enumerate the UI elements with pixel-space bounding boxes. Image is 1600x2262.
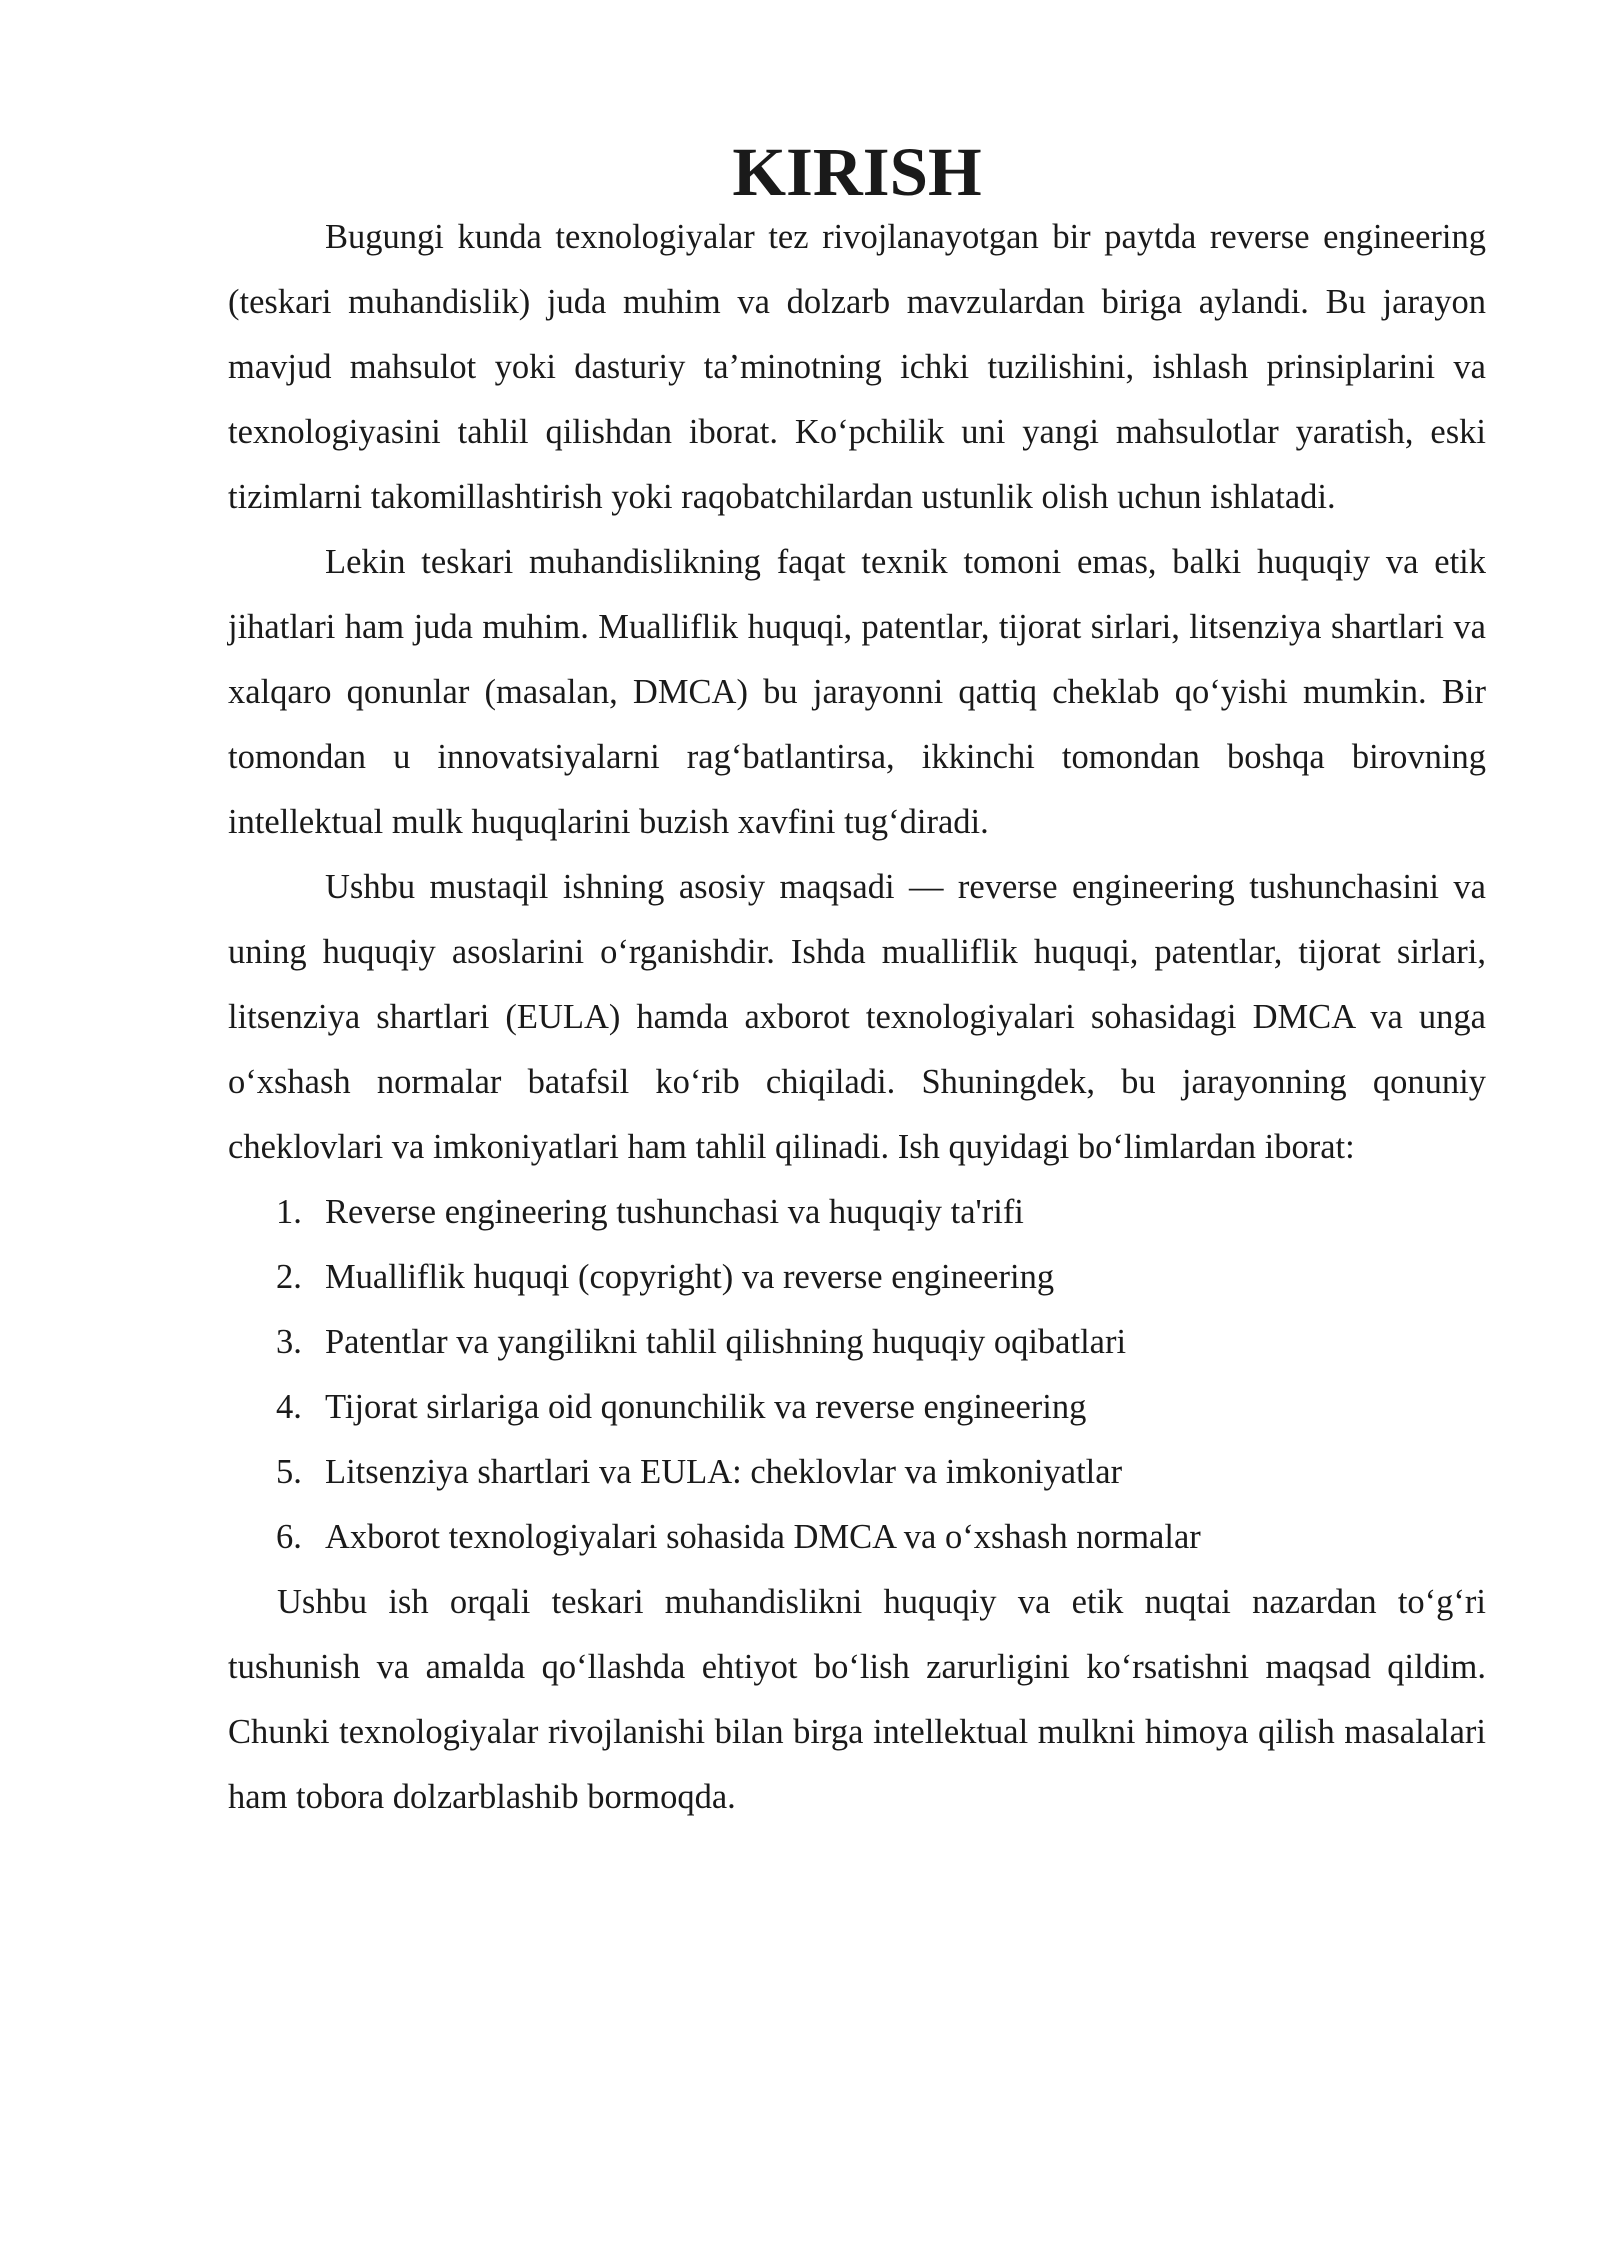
list-item-text: Axborot texnologiyalari sohasida DMCA va o‘xshash normalar	[325, 1518, 1201, 1556]
list-item-number: 6.	[276, 1518, 302, 1556]
list-item-text: Patentlar va yangilikni tahlil qilishning huquqiy oqibatlari	[325, 1323, 1127, 1361]
list-item-number: 3.	[276, 1323, 302, 1361]
list-item	[228, 1245, 1486, 1310]
list-item-text: Mualliflik huquqi (copyright) va reverse engineering	[325, 1258, 1055, 1296]
list-item	[228, 1505, 1486, 1570]
list-item-number: 4.	[276, 1388, 302, 1426]
list-item-number: 1.	[276, 1193, 302, 1231]
list-item-number: 2.	[276, 1258, 302, 1296]
closing-paragraph: Ushbu ish orqali teskari muhandislikni huquqiy va etik nuqtai nazardan to‘g‘ri tushunish va amalda qo‘llashda ehtiyot bo‘lish zarurligini ko‘rsatishni maqsad qildim. Chunki texnologiyalar rivojlanishi bilan birga intellektual mulkni himoya qilish masalalari ham tobora dolzarblashib bormoqda.	[228, 1583, 1486, 1816]
sections-list	[228, 1180, 1486, 1570]
intro-paragraph-2: Lekin teskari muhandislikning faqat texnik tomoni emas, balki huquqiy va etik jihatlari ham juda muhim. Mualliflik huquqi, patentlar, tijorat sirlari, litsenziya shartlari va xalqaro qonunlar (masalan, DMCA) bu jarayonni qattiq cheklab qo‘yishi mumkin. Bir tomondan u innovatsiyalarni rag‘batlantirsa, ikkinchi tomondan boshqa birovning intellektual mulk huquqlarini buzish xavfini tug‘diradi.	[228, 543, 1486, 841]
list-item-number: 5.	[276, 1453, 302, 1491]
list-item	[228, 1440, 1486, 1505]
document-body	[228, 134, 1486, 1830]
list-item-text: Tijorat sirlariga oid qonunchilik va reverse engineering	[325, 1388, 1087, 1426]
intro-paragraph-1: Bugungi kunda texnologiyalar tez rivojlanayotgan bir paytda reverse engineering (teskari muhandislik) juda muhim va dolzarb mavzulardan biriga aylandi. Bu jarayon mavjud mahsulot yoki dasturiy ta’minotning ichki tuzilishini, ishlash prinsiplarini va texnologiyasini tahlil qilishdan iborat. Ko‘pchilik uni yangi mahsulotlar yaratish, eski tizimlarni takomillashtirish yoki raqobatchilardan ustunlik olish uchun ishlatadi.	[228, 218, 1486, 516]
list-item	[228, 1375, 1486, 1440]
list-item	[228, 1310, 1486, 1375]
intro-paragraph-3: Ushbu mustaqil ishning asosiy maqsadi — reverse engineering tushunchasini va uning huquqiy asoslarini o‘rganishdir. Ishda mualliflik huquqi, patentlar, tijorat sirlari, litsenziya shartlari (EULA) hamda axborot texnologiyalari sohasidagi DMCA va unga o‘xshash normalar batafsil ko‘rib chiqiladi. Shuningdek, bu jarayonning qonuniy cheklovlari va imkoniyatlari ham tahlil qilinadi. Ish quyidagi bo‘limlardan iborat:	[228, 868, 1486, 1166]
list-item-text: Reverse engineering tushunchasi va huquqiy ta'rifi	[325, 1193, 1024, 1231]
page-title: KIRISH	[732, 134, 982, 210]
list-item	[228, 1180, 1486, 1245]
list-item-text: Litsenziya shartlari va EULA: cheklovlar va imkoniyatlar	[325, 1453, 1123, 1491]
